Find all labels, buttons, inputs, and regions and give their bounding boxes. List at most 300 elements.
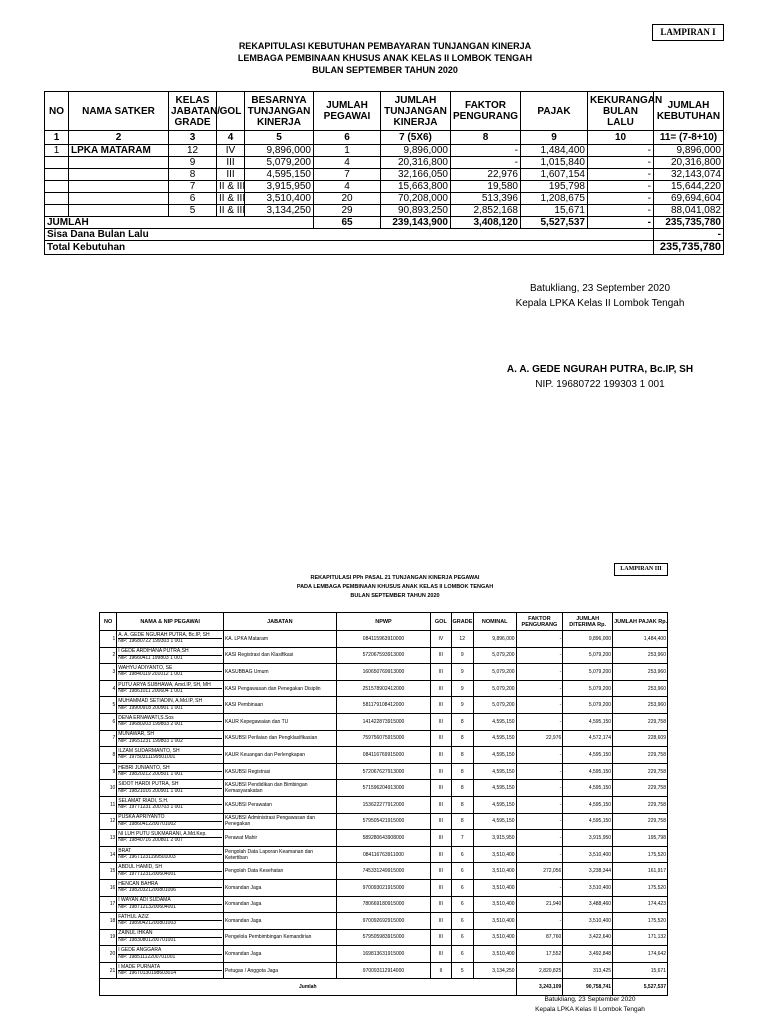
pph-cell-gol: III — [431, 747, 451, 764]
recap-cell-no — [45, 169, 69, 181]
pph-cell-npwp: 579505983915000 — [336, 929, 430, 946]
pph-cell-diterima: 3,915,950 — [563, 830, 613, 847]
signer-nip: NIP. 19680722 199303 1 001 — [535, 379, 665, 390]
pph-row — [100, 680, 668, 697]
pph-cell-nominal: 5,079,200 — [473, 647, 516, 664]
pph-cell-jabatan: KAUR Kepegawaian dan TU — [223, 713, 336, 730]
recap-cell-no — [45, 157, 69, 169]
recap-cell-gol: III — [217, 157, 245, 169]
header-grade: KELAS JABATAN/ GRADE — [169, 92, 217, 131]
colnum: 11= (7-8+10) — [654, 131, 724, 145]
pph-cell-faktor: - — [516, 747, 563, 764]
pph-cell-nominal: 3,510,400 — [473, 863, 516, 880]
pph-cell-faktor: - — [516, 846, 563, 863]
pph-cell-pajak: 175,520 — [613, 879, 668, 896]
recap-cell-besar: 3,510,400 — [245, 193, 314, 205]
pph-cell-faktor: 87,760 — [516, 929, 563, 946]
pph-cell-nama-nip — [117, 747, 224, 764]
pph-cell-grade: 8 — [451, 813, 473, 830]
pph-cell-gol: III — [431, 946, 451, 963]
recap-cell-no — [45, 205, 69, 217]
colnum: 2 — [69, 131, 169, 145]
pph-nip: NIP. 19821016 200901 1 001 — [118, 787, 183, 794]
pph-nama: BRAT — [118, 849, 222, 856]
pph-nama: A. A. GEDE NGURAH PUTRA, Bc.IP, SH — [118, 633, 222, 640]
pph-nip: NIP. 19750311199501001 — [118, 754, 176, 761]
pph-cell-nama-nip — [117, 846, 224, 863]
recap-cell-grade: 7 — [169, 181, 217, 193]
pph-cell-no: 2 — [100, 647, 117, 664]
pph-cell-pajak: 229,758 — [613, 713, 668, 730]
pph-cell-npwp: 759756075915000 — [336, 730, 430, 747]
pph-header-no: NO — [100, 613, 117, 631]
pph-cell-no: 10 — [100, 780, 117, 797]
pph-cell-nama-nip — [117, 713, 224, 730]
pph-cell-pajak: 229,758 — [613, 763, 668, 780]
pph-header-nama: NAMA & NIP PEGAWAI — [117, 613, 224, 631]
recap-header-row — [45, 92, 724, 131]
pph-cell-gol: III — [431, 730, 451, 747]
pph-cell-faktor: - — [516, 780, 563, 797]
recap-cell-grade: 8 — [169, 169, 217, 181]
pph-cell-grade: 6 — [451, 946, 473, 963]
pph-row — [100, 863, 668, 880]
pph-cell-grade: 6 — [451, 896, 473, 913]
pph-cell-npwp: 169813631915000 — [336, 946, 430, 963]
pph-cell-npwp: 153622277912000 — [336, 796, 430, 813]
pph-row — [100, 796, 668, 813]
pph-cell-nama-nip — [117, 913, 224, 930]
pph-nip: NIP. 19671231199501003 — [118, 854, 176, 861]
pph-cell-diterima: 4,595,150 — [563, 713, 613, 730]
pph-cell-no: 17 — [100, 896, 117, 913]
pph-cell-npwp: 579505421915000 — [336, 813, 430, 830]
pph-cell-nominal: 4,595,150 — [473, 730, 516, 747]
pph-cell-diterima: 5,079,200 — [563, 664, 613, 681]
pph-cell-pajak: 171,132 — [613, 929, 668, 946]
pph-cell-gol: III — [431, 680, 451, 697]
pph-header-diterima: JUMLAH DITERIMA Rp. — [563, 613, 613, 631]
pph-cell-grade: 8 — [451, 713, 473, 730]
pph-row — [100, 946, 668, 963]
pph-cell-grade: 9 — [451, 697, 473, 714]
pph-cell-npwp: 160650769913000 — [336, 664, 430, 681]
pph-nama: I GEDE ARDIHANA PUTRA,SH — [118, 649, 222, 656]
recap-cell-satker — [69, 157, 169, 169]
pph-cell-no: 19 — [100, 929, 117, 946]
recap-cell-besar: 3,915,950 — [245, 181, 314, 193]
pph-cell-grade: 5 — [451, 962, 473, 979]
pph-cell-nama-nip — [117, 647, 224, 664]
pph-cell-faktor: - — [516, 830, 563, 847]
pph-cell-grade: 9 — [451, 664, 473, 681]
pph-cell-nominal: 4,595,150 — [473, 796, 516, 813]
pph-nama: HEBRI JUNIANTO, SH — [118, 766, 222, 773]
recap-cell-kebutuhan: 15,644,220 — [654, 181, 724, 193]
recap-cell-kurang: - — [588, 181, 654, 193]
pph-cell-diterima: 4,595,150 — [563, 780, 613, 797]
jumlah-faktor: 3,408,120 — [451, 217, 521, 229]
pph-cell-faktor: 21,940 — [516, 896, 563, 913]
pph-cell-npwp: 084115963910000 — [336, 631, 430, 648]
pph-nip: NIP. 19771231200604001 — [118, 870, 177, 877]
pph-row — [100, 913, 668, 930]
colnum: 4 — [217, 131, 245, 145]
recap-cell-kebutuhan: 20,316,800 — [654, 157, 724, 169]
recap-jumlah-row — [45, 217, 724, 229]
doc1-title-line1: REKAPITULASI KEBUTUHAN PEMBAYARAN TUNJANGAN KINERJA — [238, 41, 532, 51]
pph-row — [100, 664, 668, 681]
header-kebutuhan: JUMLAH KEBUTUHAN — [654, 92, 724, 131]
pph-cell-gol: III — [431, 647, 451, 664]
pph-cell-nominal: 3,510,400 — [473, 946, 516, 963]
recap-colnum-row — [45, 131, 724, 145]
pph-nama: SELAMAT RIADI, S.H. — [118, 799, 222, 806]
colnum: 5 — [245, 131, 314, 145]
pph-cell-npwp: 970093112914000 — [336, 962, 430, 979]
pph-cell-no: 14 — [100, 846, 117, 863]
recap-cell-pajak: 15,671 — [521, 205, 588, 217]
pph-cell-grade: 6 — [451, 929, 473, 946]
recap-cell-jml: 7 — [314, 169, 381, 181]
pph-cell-no: 16 — [100, 879, 117, 896]
pph-cell-npwp: 571596204913000 — [336, 780, 430, 797]
recap-cell-kurang: - — [588, 169, 654, 181]
recap-cell-pajak: 195,798 — [521, 181, 588, 193]
pph-cell-npwp: 745331249915000 — [336, 863, 430, 880]
pph-cell-jabatan: Komandan Jaga — [223, 879, 336, 896]
pph-nip: NIP. 19840119 201012 1 001 — [118, 671, 183, 678]
pph-cell-pajak: 253,960 — [613, 680, 668, 697]
doc1-title — [150, 40, 620, 76]
pph-cell-gol: II — [431, 962, 451, 979]
pph-cell-nama-nip — [117, 929, 224, 946]
recap-row — [45, 157, 724, 169]
recap-cell-no: 1 — [45, 145, 69, 157]
pph-nama: PUSKA APRIYANTO — [118, 815, 222, 822]
pph-cell-faktor: 17,552 — [516, 946, 563, 963]
lampiran-iii-badge: LAMPIRAN III — [614, 563, 668, 576]
doc1-title-line3: BULAN SEPTEMBER TAHUN 2020 — [312, 65, 458, 75]
recap-row — [45, 181, 724, 193]
pph-cell-diterima: 9,896,000 — [563, 631, 613, 648]
pph-cell-grade: 9 — [451, 680, 473, 697]
pph-cell-grade: 8 — [451, 763, 473, 780]
pph-cell-nama-nip — [117, 780, 224, 797]
doc1-signature-place — [490, 281, 710, 311]
total-value: 235,735,780 — [654, 241, 724, 255]
recap-cell-no — [45, 181, 69, 193]
pph-nip: NIP. 19871213200604001 — [118, 903, 177, 910]
jumlah-pajak: 5,527,537 — [521, 217, 588, 229]
pph-cell-no: 1 — [100, 631, 117, 648]
pph-cell-jabatan: KASI Registrasi dan Klasifikasi — [223, 647, 336, 664]
recap-cell-jml: 4 — [314, 157, 381, 169]
pph-row — [100, 896, 668, 913]
pph-cell-diterima: 3,492,848 — [563, 946, 613, 963]
pph-cell-jabatan: KASUBSI Registrasi — [223, 763, 336, 780]
pph-cell-pajak: 253,960 — [613, 664, 668, 681]
recap-cell-gol: II & III — [217, 181, 245, 193]
total-label: Total Kebutuhan — [45, 241, 654, 255]
pph-cell-gol: III — [431, 929, 451, 946]
pph-row — [100, 647, 668, 664]
pph-cell-nama-nip — [117, 946, 224, 963]
pph-cell-gol: III — [431, 896, 451, 913]
recap-cell-faktor: 19,580 — [451, 181, 521, 193]
pph-header-row — [100, 613, 668, 631]
pph-cell-no: 12 — [100, 813, 117, 830]
pph-nama: ZAINUL IHKAN — [118, 931, 222, 938]
recap-cell-faktor: 22,976 — [451, 169, 521, 181]
pph-cell-nama-nip — [117, 697, 224, 714]
pph-nama: WAHYU ADIYANTO, SE — [118, 666, 222, 673]
pph-cell-jabatan: KASUBSI Perilaian dan Pengklasifikasian — [223, 730, 336, 747]
pph-cell-jabatan: Pengolah Data Kesehatan — [223, 863, 336, 880]
pph-nama: PUTU ARYA SUBHAWA, Amd.IP, SH, MH — [118, 683, 222, 690]
jumlah-pegawai: 65 — [314, 217, 381, 229]
pph-cell-diterima: 4,595,150 — [563, 747, 613, 764]
pph-nip: NIP. 19851112200701001 — [118, 953, 176, 960]
doc1-title-line2: LEMBAGA PEMBINAAN KHUSUS ANAK KELAS II LOMBOK TENGAH — [237, 53, 533, 63]
recap-cell-gol: II & III — [217, 205, 245, 217]
pph-cell-faktor: 22,976 — [516, 730, 563, 747]
pph-cell-jabatan: KASI Pengawasan dan Penegakan Disiplin — [223, 680, 336, 697]
pph-cell-gol: III — [431, 879, 451, 896]
header-jml-tunjangan: JUMLAH TUNJANGAN KINERJA — [381, 92, 451, 131]
recap-cell-kebutuhan: 9,896,000 — [654, 145, 724, 157]
pph-header-pajak: JUMLAH PAJAK Rp. — [613, 613, 668, 631]
pph-cell-nominal: 3,510,400 — [473, 846, 516, 863]
recap-total-row — [45, 241, 724, 255]
recap-cell-jml: 1 — [314, 145, 381, 157]
pph-cell-grade: 8 — [451, 780, 473, 797]
pph-cell-nominal: 9,896,000 — [473, 631, 516, 648]
pph-cell-gol: III — [431, 697, 451, 714]
pph-cell-grade: 12 — [451, 631, 473, 648]
colnum: 9 — [521, 131, 588, 145]
pph-cell-npwp: 572067593913000 — [336, 647, 430, 664]
header-jml-pegawai: JUMLAH PEGAWAI — [314, 92, 381, 131]
pph-cell-gol: III — [431, 713, 451, 730]
pph-cell-nominal: 3,915,950 — [473, 830, 516, 847]
pph-cell-grade: 8 — [451, 796, 473, 813]
pph-nip: NIP. 19771231 200703 1 001 — [118, 804, 183, 811]
pph-cell-diterima: 4,595,150 — [563, 813, 613, 830]
pph-row — [100, 730, 668, 747]
pph-header-grade: GRADE — [451, 613, 473, 631]
pph-cell-no: 7 — [100, 730, 117, 747]
pph-cell-nama-nip — [117, 813, 224, 830]
recap-cell-kebutuhan: 88,041,082 — [654, 205, 724, 217]
recap-cell-gol: II & III — [217, 193, 245, 205]
recap-cell-satker — [69, 169, 169, 181]
pph-nip: NIP. 19651231 199803 1 002 — [118, 737, 183, 744]
header-faktor: FAKTOR PENGURANG — [451, 92, 521, 131]
pph-cell-nama-nip — [117, 796, 224, 813]
colnum: 10 — [588, 131, 654, 145]
pph-cell-faktor: - — [516, 813, 563, 830]
pph-cell-pajak: 175,520 — [613, 846, 668, 863]
recap-cell-besar: 9,896,000 — [245, 145, 314, 157]
pph-cell-faktor: - — [516, 763, 563, 780]
pph-cell-diterima: 3,422,640 — [563, 929, 613, 946]
pph-cell-nominal: 4,595,150 — [473, 747, 516, 764]
recap-cell-faktor: - — [451, 157, 521, 169]
pph-cell-jabatan: Pengolah Data Laporan Keamanan dan Ketertiban — [223, 846, 336, 863]
pph-cell-npwp: 970093021915000 — [336, 879, 430, 896]
pph-cell-pajak: 175,520 — [613, 913, 668, 930]
pph-cell-gol: III — [431, 664, 451, 681]
pph-row — [100, 962, 668, 979]
pph-cell-gol: III — [431, 863, 451, 880]
pph-cell-faktor: 272,056 — [516, 863, 563, 880]
pph-nama: MUNAWAR, SH — [118, 732, 222, 739]
pph-cell-no: 6 — [100, 713, 117, 730]
pph-nama: ABDUL HAMID, SH — [118, 865, 222, 872]
pph-nama: I WAYAN ADI SUDAMA — [118, 898, 222, 905]
pph-nip: NIP. 19680203 199803 2 001 — [118, 721, 183, 728]
pph-nama: HENCAN BAHRA — [118, 882, 222, 889]
pph-cell-nominal: 4,595,150 — [473, 813, 516, 830]
recap-cell-kurang: - — [588, 193, 654, 205]
pph-nama: I GEDE ANGGARA — [118, 948, 222, 955]
place-date: Batukliang, 23 September 2020 — [529, 283, 671, 294]
header-besar: BESARNYA TUNJANGAN KINERJA — [245, 92, 314, 131]
recap-cell-satker — [69, 205, 169, 217]
pph-place-date: Batukliang, 23 September 2020 — [544, 996, 636, 1003]
pph-cell-nama-nip — [117, 896, 224, 913]
pph-cell-pajak: 253,960 — [613, 697, 668, 714]
pph-cell-nama-nip — [117, 863, 224, 880]
pph-cell-npwp: 581179108412000 — [336, 697, 430, 714]
pph-cell-npwp: 780669180915000 — [336, 896, 430, 913]
recap-cell-jtk: 15,663,800 — [381, 181, 451, 193]
pph-cell-jabatan: KASUBSI Administrasi Pengawasan dan Penegakan — [223, 813, 336, 830]
pph-cell-no: 9 — [100, 763, 117, 780]
pph-row — [100, 713, 668, 730]
pph-header-npwp: NPWP — [336, 613, 430, 631]
recap-sisa-row — [45, 229, 724, 241]
recap-cell-satker — [69, 181, 169, 193]
pph-cell-jabatan: KAUR Keuangan dan Perlengkapan — [223, 747, 336, 764]
pph-cell-nama-nip — [117, 763, 224, 780]
signer-name: A. A. GEDE NGURAH PUTRA, Bc.IP, SH — [506, 364, 694, 375]
pph-cell-no: 4 — [100, 680, 117, 697]
pph-header-gol: GOL — [431, 613, 451, 631]
pph-signer-position: Kepala LPKA Kelas II Lombok Tengah — [535, 1006, 645, 1013]
pph-cell-jabatan: Pengelola Pembimbingan Kemandirian — [223, 929, 336, 946]
pph-cell-faktor: - — [516, 697, 563, 714]
recap-cell-satker — [69, 193, 169, 205]
colnum: 7 (5X6) — [381, 131, 451, 145]
pph-cell-nama-nip — [117, 680, 224, 697]
recap-row — [45, 205, 724, 217]
pph-cell-faktor: 2,820,825 — [516, 962, 563, 979]
pph-jumlah-pajak: 5,527,537 — [613, 979, 668, 996]
pph-cell-pajak: 228,609 — [613, 730, 668, 747]
recap-cell-pajak: 1,607,154 — [521, 169, 588, 181]
pph-cell-jabatan: KASI Pembinaan — [223, 697, 336, 714]
recap-cell-jml: 4 — [314, 181, 381, 193]
pph-nip: NIP. 19820321200801006 — [118, 887, 177, 894]
pph-cell-nama-nip — [117, 962, 224, 979]
recap-cell-besar: 3,134,250 — [245, 205, 314, 217]
pph-cell-jabatan: Perawat Mahir — [223, 830, 336, 847]
pph-cell-faktor: - — [516, 713, 563, 730]
pph-cell-faktor: - — [516, 631, 563, 648]
pph-cell-diterima: 3,238,344 — [563, 863, 613, 880]
pph-cell-gol: III — [431, 813, 451, 830]
pph-cell-pajak: 253,960 — [613, 647, 668, 664]
recap-cell-pajak: 1,484,400 — [521, 145, 588, 157]
pph-nama: ILZAM SUDARMANTO, SH — [118, 749, 222, 756]
lampiran-badge: LAMPIRAN I — [652, 24, 724, 41]
pph-cell-nominal: 4,595,150 — [473, 713, 516, 730]
pph-cell-diterima: 4,572,174 — [563, 730, 613, 747]
recap-cell-grade: 5 — [169, 205, 217, 217]
recap-cell-grade: 12 — [169, 145, 217, 157]
recap-cell-kurang: - — [588, 157, 654, 169]
pph-header-jabatan: JABATAN — [223, 613, 336, 631]
pph-cell-diterima: 4,595,150 — [563, 796, 613, 813]
pph-cell-diterima: 3,510,400 — [563, 879, 613, 896]
pph-row — [100, 813, 668, 830]
pph-cell-jabatan: Komandan Jaga — [223, 896, 336, 913]
jumlah-label: JUMLAH — [45, 217, 314, 229]
recap-row — [45, 193, 724, 205]
pph-cell-npwp: 970092692915000 — [336, 913, 430, 930]
pph-cell-grade: 8 — [451, 747, 473, 764]
recap-cell-faktor: - — [451, 145, 521, 157]
pph-nama: NI LUH PUTU SUKMARANI, A.Md.Kep. — [118, 832, 222, 839]
pph-cell-diterima: 313,425 — [563, 962, 613, 979]
pph-header-faktor: FAKTOR PENGURANG — [516, 613, 563, 631]
pph-cell-gol: III — [431, 913, 451, 930]
header-gol: GOL — [217, 92, 245, 131]
pph-nip: NIP. 19660411 199803 1 001 — [118, 654, 183, 661]
pph-row — [100, 846, 668, 863]
pph-nama: MUHAMMAD SETIADIN, A.Md.IP, SH — [118, 699, 222, 706]
colnum: 8 — [451, 131, 521, 145]
recap-row — [45, 169, 724, 181]
pph-cell-grade: 9 — [451, 647, 473, 664]
recap-cell-grade: 6 — [169, 193, 217, 205]
pph-cell-pajak: 174,642 — [613, 946, 668, 963]
pph-cell-jabatan: KASUBSI Pendidikan dan Bimbingan Kemasyarakatan — [223, 780, 336, 797]
pph-cell-gol: III — [431, 763, 451, 780]
recap-cell-jtk: 90,893,250 — [381, 205, 451, 217]
pph-cell-pajak: 15,671 — [613, 962, 668, 979]
pph-cell-npwp: 589280643908000 — [336, 830, 430, 847]
pph-nip: NIP. 19890421200801003 — [118, 920, 177, 927]
jumlah-kekurangan: - — [588, 217, 654, 229]
pph-cell-pajak: 229,758 — [613, 780, 668, 797]
pph-cell-nama-nip — [117, 830, 224, 847]
pph-row — [100, 830, 668, 847]
pph-nama: I MADE PURNATA — [118, 965, 222, 972]
recap-cell-grade: 9 — [169, 157, 217, 169]
pph-cell-pajak: 195,798 — [613, 830, 668, 847]
recap-cell-kurang: - — [588, 205, 654, 217]
pph-cell-nominal: 3,134,250 — [473, 962, 516, 979]
doc1-signature — [480, 362, 720, 392]
pph-row — [100, 929, 668, 946]
pph-cell-no: 8 — [100, 747, 117, 764]
pph-cell-no: 13 — [100, 830, 117, 847]
pph-table — [99, 612, 668, 996]
pph-cell-faktor: - — [516, 879, 563, 896]
